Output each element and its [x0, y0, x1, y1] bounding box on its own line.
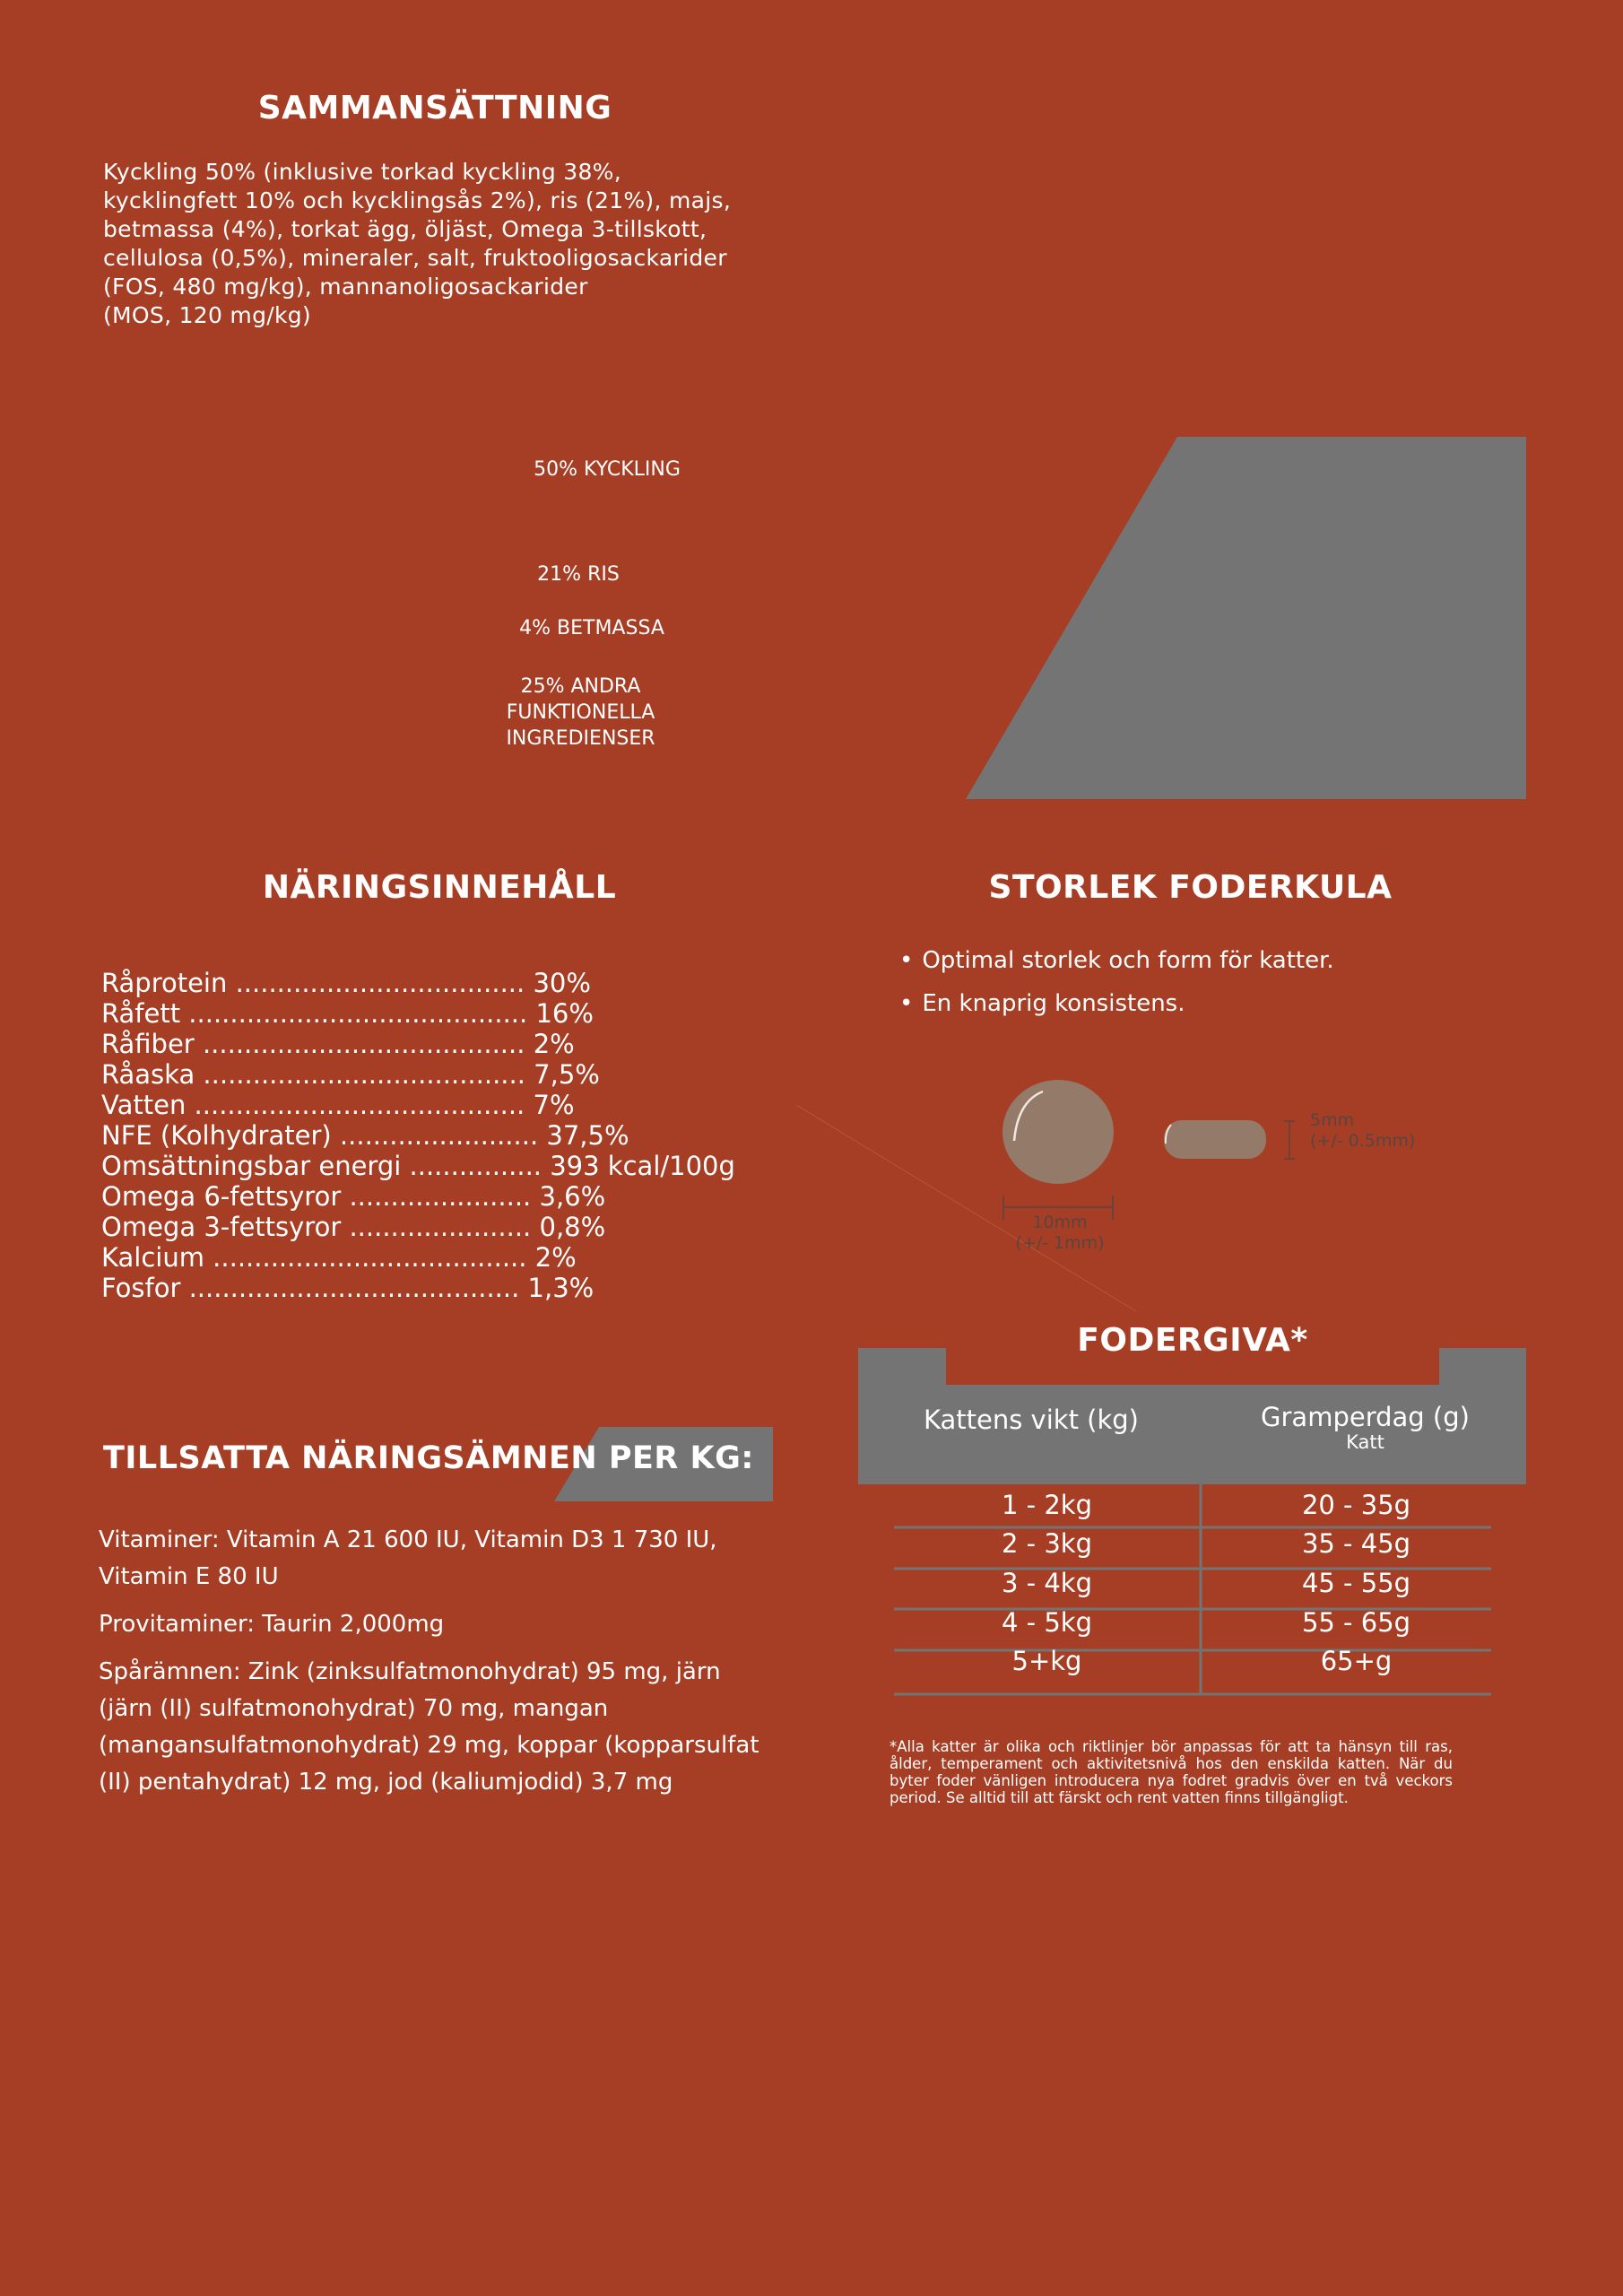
kibble-diameter-label — [997, 1213, 1123, 1254]
trace-elements-paragraph: Spårämnen: Zink (zinksulfatmonohydrat) 95 mg, järn (järn (II) sulfatmonohydrat) 70 mg, mangan (mangansulfatmonohydrat) 29 mg, koppar (kopparsulfat (II) pentahydrat) 12 mg, jod (kaliumjodid) 3,7 mg — [99, 1658, 759, 1796]
nutrition-row: Omega 3-fettsyror ...................... 0,8% — [101, 1212, 606, 1242]
added-text — [99, 1522, 767, 1812]
feeding-note: *Alla katter är olika och riktlinjer bör anpassas för att ta hänsyn till ras, ålder, temperament och aktivitetsnivå hos den enskilda katten. När du byter foder vänligen introducera nya fodret gradvis över en två veckors period. Se alltid till att färskt och rent vatten finns tillgängligt. — [890, 1738, 1453, 1806]
bullet-item: • Optimal storlek och form för katter. — [899, 939, 1334, 982]
diameter-tolerance: (+/- 1mm) — [1015, 1233, 1105, 1253]
added-title: TILLSATTA NÄRINGSÄMNEN PER KG: — [103, 1440, 754, 1476]
breakdown-other-line: 25% ANDRA — [520, 675, 641, 698]
vitamins-paragraph: Vitaminer: Vitamin A 21 600 IU, Vitamin D3 1 730 IU, Vitamin E 80 IU — [99, 1526, 717, 1590]
composition-line: cellulosa (0,5%), mineraler, salt, fruktooligosackarider — [103, 245, 727, 271]
kibble-bullets — [899, 939, 1334, 1025]
feeding-weight-cell: 1 - 2kg — [1001, 1490, 1092, 1520]
kibble-oval-icon — [1164, 1120, 1266, 1159]
composition-line: kycklingfett 10% och kycklingsås 2%), ris (21%), majs, — [103, 187, 732, 213]
nutrition-row: Vatten ........................................ 7% — [101, 1090, 575, 1120]
grams-header-sub: Katt — [1346, 1431, 1384, 1453]
breakdown-other-line: FUNKTIONELLA — [506, 701, 655, 724]
feeding-grams-cell: 45 - 55g — [1301, 1568, 1411, 1598]
composition-line: betmassa (4%), torkat ägg, öljäst, Omega 3-tillskott, — [103, 216, 707, 242]
kibble-title: STORLEK FODERKULA — [988, 869, 1393, 906]
nutrition-list — [101, 968, 735, 1303]
kibble-thickness-label — [1310, 1110, 1415, 1152]
thickness-tolerance: (+/- 0.5mm) — [1310, 1131, 1416, 1151]
breakdown-other-line: INGREDIENSER — [506, 727, 655, 750]
nutrition-row: Omsättningsbar energi ................ 393 kcal/100g — [101, 1151, 735, 1181]
feeding-grams-cell: 35 - 45g — [1301, 1528, 1411, 1559]
nutrition-row: NFE (Kolhydrater) ........................ 37,5% — [101, 1120, 629, 1151]
feeding-weight-cell: 4 - 5kg — [1001, 1607, 1092, 1638]
nutrition-row: Råaska ....................................... 7,5% — [101, 1059, 600, 1090]
feeding-weight-cell: 2 - 3kg — [1001, 1528, 1092, 1559]
composition-line: (MOS, 120 mg/kg) — [103, 302, 311, 328]
nutrition-row: Råprotein ................................... 30% — [101, 968, 591, 998]
feeding-weight-cell: 3 - 4kg — [1001, 1568, 1092, 1598]
feeding-title: FODERGIVA* — [1077, 1322, 1308, 1359]
breakdown-chicken: 50% KYCKLING — [534, 458, 681, 481]
composition-line: (FOS, 480 mg/kg), mannanoligosackarider — [103, 274, 588, 300]
composition-title: SAMMANSÄTTNING — [257, 90, 612, 126]
nutrition-row: Råfiber ....................................... 2% — [101, 1029, 575, 1059]
thickness-value: 5mm — [1310, 1110, 1355, 1130]
kibble-round-icon — [1002, 1080, 1114, 1184]
nutrition-row: Kalcium ...................................... 2% — [101, 1242, 577, 1273]
breakdown-other — [489, 674, 673, 752]
grams-header-label: Gramperdag (g) — [1261, 1402, 1470, 1432]
composition-text — [103, 158, 803, 330]
nutrition-row: Fosfor ........................................ 1,3% — [101, 1273, 595, 1303]
breakdown-beet-pulp: 4% BETMASSA — [519, 617, 664, 639]
feeding-header-grams — [1206, 1402, 1524, 1452]
feeding-grams-cell: 55 - 65g — [1301, 1607, 1411, 1638]
bullet-item: • En knaprig konsistens. — [899, 982, 1334, 1025]
diameter-value: 10mm — [1032, 1213, 1088, 1232]
nutrition-title: NÄRINGSINNEHÅLL — [262, 869, 617, 906]
composition-image-panel — [966, 437, 1526, 799]
feeding-weight-cell: 5+kg — [1011, 1646, 1082, 1676]
provitamins-paragraph: Provitaminer: Taurin 2,000mg — [99, 1611, 445, 1638]
composition-line: Kyckling 50% (inklusive torkad kyckling 38%, — [103, 159, 621, 185]
feeding-grams-cell: 20 - 35g — [1301, 1490, 1411, 1520]
feeding-grams-cell: 65+g — [1320, 1646, 1393, 1676]
nutrition-row: Omega 6-fettsyror ...................... 3,6% — [101, 1181, 606, 1212]
feeding-header-weight: Kattens vikt (kg) — [923, 1405, 1139, 1435]
nutrition-row: Råfett ......................................... 16% — [101, 998, 594, 1029]
breakdown-rice: 21% RIS — [537, 563, 620, 586]
